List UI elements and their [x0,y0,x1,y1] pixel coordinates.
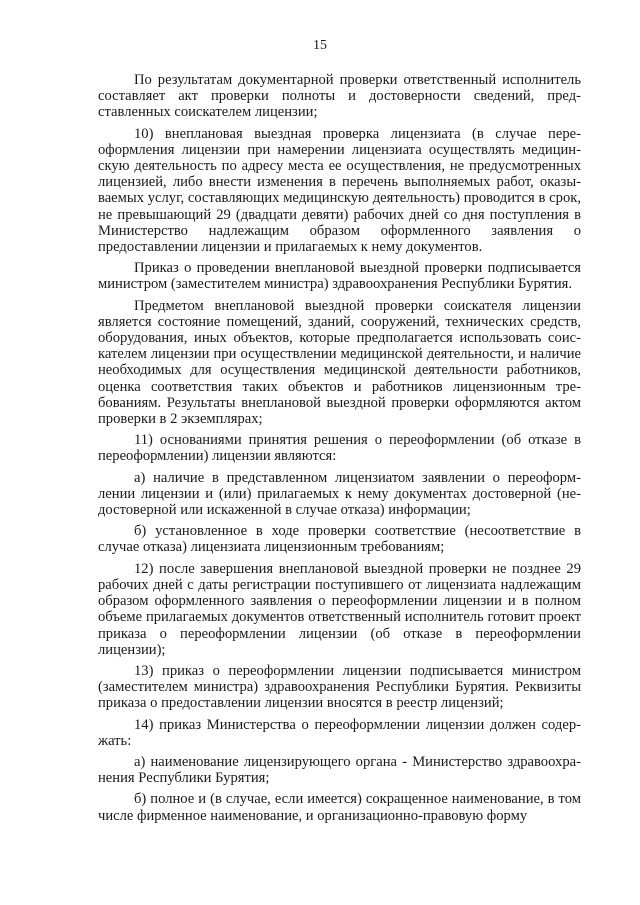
page-number: 15 [313,38,327,53]
paragraph-item-11-b: б) установленное в ходе проверки соответствие (несоответствие в случае отказа) лицензиата лицензионным требованиям; [98,523,581,556]
paragraph-item-12: 12) после завершения внеплановой выездной проверки не позднее 29 рабочих дней с даты регистрации поступившего от лицензиата надлежащим образом оформленного заявления о переоформлении лицензии и в полном объеме прилагаемых документов ответственный исполнитель готовит проект приказа о переоформлении лицензии (об отказе в переоформлении лицензии); [98,560,581,658]
paragraph-item-13: 13) приказ о переоформлении лицензии подписывается министром (заместителем министра) здравоохранения Республики Бурятия. Реквизиты приказа о предоставлении лицензии вносятся в реестр лицензий; [98,662,581,712]
paragraph-inspection-report: По результатам документарной проверки ответственный исполнитель составляет акт проверки полноты и достоверности сведений, представленных соискателем лицензии; [98,72,581,121]
paragraph-item-14: 14) приказ Министерства о переоформлении лицензии должен содержать: [98,716,581,749]
paragraph-order-signing: Приказ о проведении внеплановой выездной проверки подписывается министром (заместителем министра) здравоохранения Республики Бурятия. [98,260,581,293]
paragraph-item-14-a: а) наименование лицензирующего органа - Министерство здравоохранения Республики Бурятия; [98,753,581,787]
document-body [98,72,581,829]
paragraph-item-10: 10) внеплановая выездная проверка лицензиата (в случае переоформления лицензии при намерении лицензиата осуществлять медицинскую деятельность по адресу места ее осуществления, не предусмотренных лицензией, либо внести изменения в перечень выполняемых работ, оказываемых услуг, составляющих медицинскую деятельность) проводится в срок, не превышающий 29 (двадцати девяти) рабочих дней со дня поступления в Министерство надлежащим образом оформленного заявления о предоставлении лицензии и прилагаемых к нему документов. [98,125,581,256]
paragraph-inspection-subject: Предметом внеплановой выездной проверки соискателя лицензии является состояние помещений, зданий, сооружений, технических средств, оборудования, иных объектов, которые предполагается использовать соискателем лицензии при осуществлении медицинской деятельности, и наличие необходимых для осуществления медицинской деятельности работников, оценка соответствия таких объектов и работников лицензионным требованиям. Результаты внеплановой выездной проверки оформляются актом проверки в 2 экземплярах; [98,297,581,428]
paragraph-item-11-a: а) наличие в представленном лицензиатом заявлении о переоформлении лицензии и (или) прилагаемых к нему документах достоверной (недостоверной или искаженной в случае отказа) информации; [98,469,581,519]
paragraph-item-14-b: б) полное и (в случае, если имеется) сокращенное наименование, в том числе фирменное наименование, и организационно-правовую форму [98,791,581,824]
paragraph-item-11: 11) основаниями принятия решения о переоформлении (об отказе в переоформлении) лицензии являются: [98,432,581,465]
